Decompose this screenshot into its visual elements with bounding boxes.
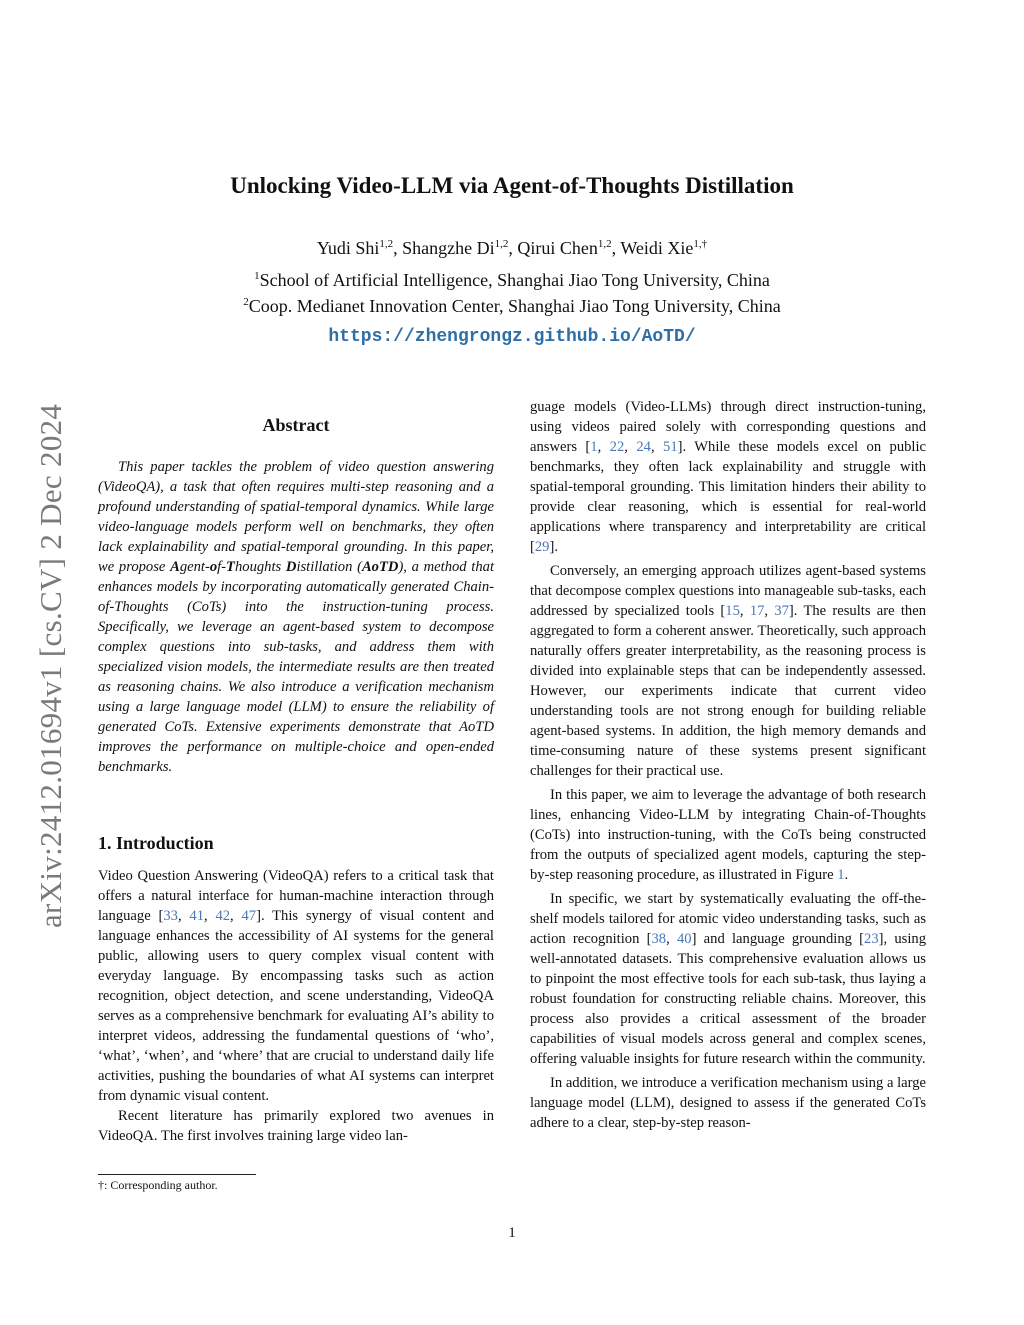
affiliation-text: Coop. Medianet Innovation Center, Shanghai Jiao Tong University, China — [248, 296, 781, 316]
paragraph: In addition, we introduce a verification mechanism using a large language model (LLM), designed to assess if the generated CoTs adhere to a clear, step-by-step reason- — [530, 1075, 926, 1131]
abstract-acronym: AoTD — [361, 559, 399, 575]
introduction-body — [98, 866, 494, 1146]
paragraph-text: ]. This synergy of visual content and language enhances the accessibility of AI systems for the general public, allowing users to query complex visual content with everyday language. By encompassing tasks such as action recognition, object detection, and scene understanding, VideoQA serves as a comprehensive benchmark for evaluating AI’s ability to interpret videos, addressing the fundamental questions of ‘who’, ‘what’, ‘when’, and ‘where’ that are crucial to understand daily life activities, pushing the boundaries of what AI systems can interpret from dynamic visual content. — [98, 908, 495, 1104]
paragraph-text: In specific, we start by systematically evaluating the off-the-shelf models tailored for atomic video understanding tasks, such as action recognition [ — [530, 891, 926, 947]
author-affiliation-mark: 1,2 — [379, 238, 394, 250]
citation-link[interactable]: 33 — [163, 908, 178, 924]
paragraph-text: ]. — [549, 539, 558, 555]
footnote-rule — [98, 1174, 256, 1175]
footnote: †: Corresponding author. — [98, 1178, 218, 1192]
citation-link[interactable]: 29 — [534, 539, 550, 555]
paragraph-text: guage models (Video-LLMs) through direct instruction-tuning, using videos paired solely with corresponding questions and answers [ — [530, 399, 926, 455]
abstract-heading: Abstract — [262, 415, 330, 435]
abstract-text: gent- — [179, 559, 210, 575]
author-separator: , — [508, 238, 518, 258]
author-separator: , — [393, 238, 403, 258]
author-affiliation-mark: 1,2 — [597, 238, 612, 250]
paragraph-text: Conversely, an emerging approach utilizes agent-based systems that decompose complex questions into manageable sub-tasks, each addressed by specialized tools [ — [530, 563, 926, 619]
affiliation-mark: 2 — [243, 296, 249, 308]
paragraph: guage models (Video-LLMs) through direct instruction-tuning, using videos paired solely with corresponding questions and answers [1, 22, 24, 51]. While these models excel on public benchmarks, they often lack explainability and struggle with spatial-temporal grounding. This limitation hinders their ability to provide clear reasoning, which is essential for real-world applications where transparency and interpretability are critical [29]. — [530, 399, 927, 555]
citation-link[interactable]: 17 — [749, 603, 765, 619]
author-affiliation-mark: 1,† — [693, 238, 708, 250]
affiliation-1 — [0, 270, 1024, 291]
paragraph-text: ]. While these models excel on public benchmarks, they often lack explainability and struggle with spatial-temporal grounding. This limitation hinders their ability to provide clear reasoning, which is essential for real-world applications where transparency and interpretability are critical [ — [530, 439, 927, 555]
citation-link[interactable]: 47 — [241, 908, 257, 924]
abstract-acronym-letter: o — [209, 559, 218, 575]
paragraph: Video Question Answering (VideoQA) refers to a critical task that offers a natural interface for human-machine interaction through language [33, 41, 42, 47]. This synergy of visual content and language enhances the accessibility of AI systems for the general public, allowing users to query complex visual content with everyday language. By encompassing tasks such as action recognition, object detection, and scene understanding, VideoQA serves as a comprehensive benchmark for evaluating AI’s ability to interpret videos, addressing the fundamental questions of ‘who’, ‘what’, ‘when’, and ‘where’ that are crucial to understand daily life activities, pushing the boundaries of what AI systems can interpret from dynamic visual content. — [98, 868, 495, 1104]
project-url-link[interactable]: https://zhengrongz.github.io/AoTD/ — [328, 327, 696, 347]
paragraph-text: Video Question Answering (VideoQA) refers to a critical task that offers a natural interface for human-machine interaction through language [ — [98, 868, 494, 924]
author-name: Weidi Xie — [620, 238, 694, 258]
abstract-text: istillation ( — [296, 559, 362, 575]
author-name: Yudi Shi — [316, 238, 380, 258]
citation-link[interactable]: 23 — [864, 931, 879, 947]
paragraph: Recent literature has primarily explored two avenues in VideoQA. The first involves training large video lan- — [98, 1108, 494, 1144]
abstract-text: f- — [217, 559, 227, 575]
arxiv-identifier: arXiv:2412.01694v1 [cs.CV] 2 Dec 2024 — [33, 403, 68, 928]
figure-reference-link[interactable]: 1 — [837, 867, 845, 883]
abstract-acronym-letter: A — [170, 559, 180, 575]
citation-link[interactable]: 24 — [636, 439, 651, 455]
author-list — [0, 238, 1024, 259]
affiliation-mark: 1 — [254, 270, 260, 282]
abstract-text: This paper tackles the problem of video question answering (VideoQA), a task that often requires multi-step reasoning and a profound understanding of spatial-temporal dynamics. While large video-language models perform well on benchmarks, they often lack explainability and spatial-temporal grounding. In this paper, we propose — [98, 459, 494, 575]
section-heading-introduction: 1. Introduction — [98, 833, 214, 853]
paragraph: In specific, we start by systematically evaluating the off-the-shelf models tailored for atomic video understanding tasks, such as action recognition [38, 40] and language grounding [23], using well-annotated datasets. This comprehensive evaluation allows us to pinpoint the most effective tools for each sub-task, thus laying a robust foundation for constructing reliable chains. Moreover, this process also provides a critical assessment of the broader capabilities of visual models across general and complex scenes, offering valuable insights for future research within the community. — [530, 891, 927, 1067]
citation-link[interactable]: 15 — [725, 603, 740, 619]
paragraph — [530, 785, 926, 885]
author-affiliation-mark: 1,2 — [494, 238, 509, 250]
abstract-body — [98, 457, 494, 777]
citation-link[interactable]: 51 — [663, 439, 678, 455]
paragraph-text: ]. The results are then aggregated to form a coherent answer. Theoretically, such approach naturally offers greater interpretability, as the reasoning process is divided into explainable steps that can be independently assessed. However, our experiments indicate that current video understanding tools are not strong enough for building reliable agent-based systems. In addition, the high memory demands and time-consuming nature of these systems present significant challenges for their practical use. — [530, 603, 926, 779]
page-number: 1 — [508, 1225, 516, 1241]
author-name: Shangzhe Di — [402, 238, 495, 258]
abstract-acronym-letter: T — [226, 559, 235, 575]
citation-link[interactable]: 41 — [189, 908, 204, 924]
paper-title: Unlocking Video-LLM via Agent-of-Thoughts Distillation — [230, 173, 794, 198]
paragraph-text: . — [844, 867, 849, 883]
citation-link[interactable]: 42 — [215, 908, 231, 924]
abstract-text: ), a method that enhances models by incorporating automatically generated Chain-of-Thoughts (CoTs) into the instruction-tuning process. Specifically, we leverage an agent-based system to decompose complex questions into sub-tasks, and address them with specialized vision models, the intermediate results are then treated as reasoning chains. We also introduce a verification mechanism using a large language model (LLM) to ensure the reliability of generated CoTs. Extensive experiments demonstrate that AoTD improves the performance on multiple-choice and open-ended benchmarks. — [98, 559, 494, 775]
citation-link[interactable]: 1 — [590, 439, 598, 455]
affiliation-2 — [0, 296, 1024, 317]
citation-link[interactable]: 22 — [609, 439, 625, 455]
author-separator: , — [611, 238, 621, 258]
author-name: Qirui Chen — [517, 238, 598, 258]
citation-link[interactable]: 37 — [774, 603, 789, 619]
right-column-body — [530, 397, 926, 1137]
paragraph-text: In this paper, we aim to leverage the advantage of both research lines, enhancing Video-LLM by integrating Chain-of-Thoughts (CoTs) into instruction-tuning, with the CoTs being constructed from the outputs of specialized agent models, capturing the step-by-step reasoning procedure, as illustrated in Figure — [530, 787, 926, 883]
paragraph: Conversely, an emerging approach utilizes agent-based systems that decompose complex questions into manageable sub-tasks, each addressed by specialized tools [15, 17, 37]. The results are then aggregated to form a coherent answer. Theoretically, such approach naturally offers greater interpretability, as the reasoning process is divided into explainable steps that can be independently assessed. However, our experiments indicate that current video understanding tools are not strong enough for building reliable agent-based systems. In addition, the high memory demands and time-consuming nature of these systems present significant challenges for their practical use. — [530, 563, 926, 779]
citation-link[interactable]: 40 — [676, 931, 692, 947]
citation-link[interactable]: 38 — [651, 931, 667, 947]
paragraph-text: ] and language grounding [ — [691, 931, 865, 947]
abstract-text: houghts — [234, 559, 286, 575]
abstract-acronym-letter: D — [285, 559, 297, 575]
affiliation-text: School of Artificial Intelligence, Shanghai Jiao Tong University, China — [259, 270, 770, 290]
paragraph-text: ], using well-annotated datasets. This comprehensive evaluation allows us to pinpoint the most effective tools for each sub-task, thus laying a robust foundation for constructing reliable chains. Moreover, this process also provides a critical assessment of the broader capabilities of visual models across general and complex scenes, offering valuable insights for future research within the community. — [530, 931, 927, 1067]
